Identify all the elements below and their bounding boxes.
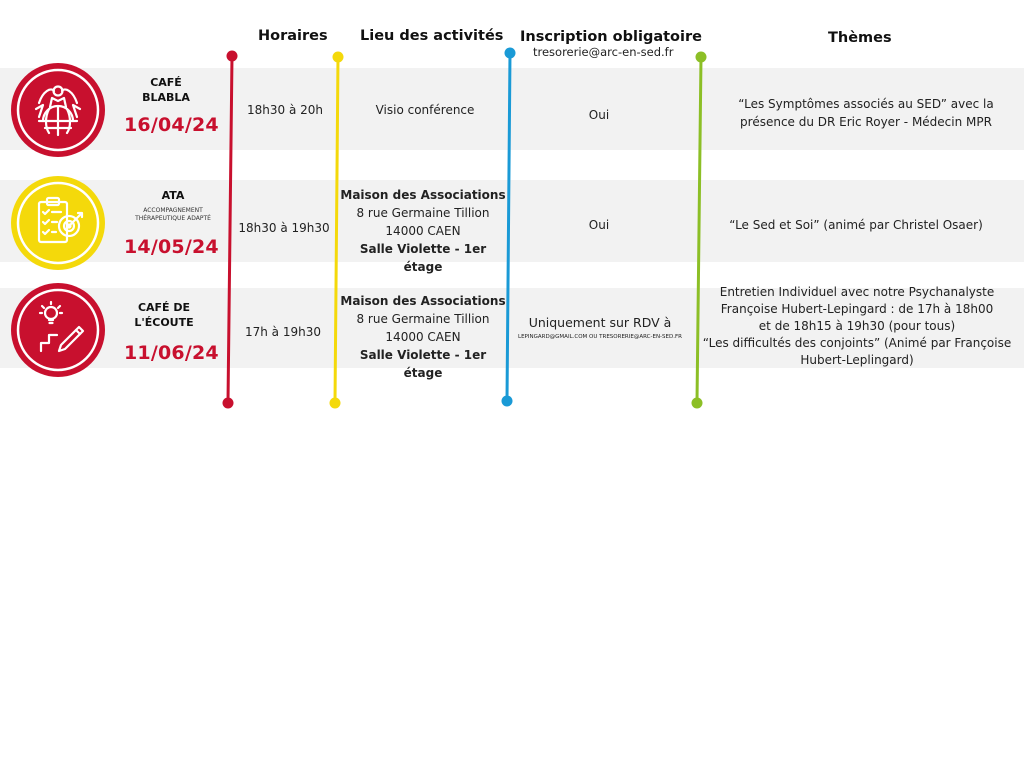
row2-lieu-line4: Salle Violette - 1er étage bbox=[359, 242, 487, 274]
row3-lieu bbox=[340, 292, 506, 382]
row2-subtitle-line2: THÉRAPEUTIQUE ADAPTÉ bbox=[135, 215, 211, 222]
row3-inscription-text: Uniquement sur RDV à bbox=[528, 315, 672, 330]
timeline-dot-blue-bottom bbox=[502, 396, 513, 407]
checklist-target-icon bbox=[9, 174, 107, 272]
row2-horaire: 18h30 à 19h30 bbox=[238, 221, 330, 235]
timeline-dot-blue-top bbox=[505, 48, 516, 59]
header-inscription-email: tresorerie@arc-en-sed.fr bbox=[533, 45, 674, 59]
lightbulb-pencil-icon bbox=[9, 281, 107, 379]
row1-theme bbox=[708, 95, 1024, 131]
row3-theme-line1: Entretien Individuel avec notre Psychanalyste bbox=[719, 285, 995, 299]
row2-subtitle bbox=[118, 207, 228, 223]
row1-date: 16/04/24 bbox=[124, 114, 219, 136]
row3-theme bbox=[702, 284, 1012, 369]
header-inscription: Inscription obligatoire bbox=[520, 29, 702, 45]
timeline-dot-yellow-top bbox=[333, 52, 344, 63]
timeline-dot-red-top bbox=[227, 51, 238, 62]
row2-lieu bbox=[340, 186, 506, 276]
timeline-dot-red-bottom bbox=[223, 398, 234, 409]
timeline-dot-green-bottom bbox=[692, 398, 703, 409]
row3-inscription bbox=[510, 314, 690, 342]
row2-subtitle-line1: ACCOMPAGNEMENT bbox=[143, 207, 203, 214]
header-themes: Thèmes bbox=[828, 30, 892, 46]
row2-lieu-line2: 8 rue Germaine Tillion bbox=[356, 206, 490, 220]
row1-theme-line2: présence du DR Eric Royer - Médecin MPR bbox=[740, 115, 992, 129]
timeline-dot-yellow-bottom bbox=[330, 398, 341, 409]
row3-inscription-contact: LEPINGARD@GMAIL.COM OU TRESORERIE@ARC-EN-SED.FR bbox=[518, 334, 682, 340]
row3-lieu-line4: Salle Violette - 1er étage bbox=[359, 348, 487, 380]
row3-title-line2: L'ÉCOUTE bbox=[134, 316, 194, 329]
row2-title: ATA bbox=[161, 189, 185, 202]
row3-theme-line3: et de 18h15 à 19h30 (pour tous) bbox=[758, 319, 956, 333]
timeline-dot-green-top bbox=[696, 52, 707, 63]
row3-theme-line4: “Les difficultés des conjoints” (Animé par Françoise bbox=[702, 336, 1012, 350]
row1-horaire: 18h30 à 20h bbox=[246, 103, 323, 117]
row1-title-line2: BLABLA bbox=[142, 91, 190, 104]
row3-theme-line5: Hubert-Leplingard) bbox=[800, 353, 914, 367]
header-horaires: Horaires bbox=[258, 28, 328, 44]
row1-title bbox=[118, 75, 214, 105]
row3-title bbox=[118, 300, 210, 330]
row3-lieu-line2: 8 rue Germaine Tillion bbox=[356, 312, 490, 326]
row3-title-line1: CAFÉ DE bbox=[137, 301, 191, 314]
row1-inscription: Oui bbox=[588, 108, 610, 122]
timeline-line-blue bbox=[507, 53, 510, 400]
row2-theme: “Le Sed et Soi” (animé par Christel Osaer) bbox=[729, 218, 983, 232]
row3-lieu-line3: 14000 CAEN bbox=[385, 330, 461, 344]
timeline-line-green bbox=[697, 57, 701, 402]
row3-date: 11/06/24 bbox=[124, 342, 219, 364]
header-lieu: Lieu des activités bbox=[360, 28, 504, 44]
row1-title-line1: CAFÉ bbox=[150, 76, 182, 89]
row3-lieu-line1: Maison des Associations bbox=[340, 294, 506, 308]
row1-theme-line1: “Les Symptômes associés au SED” avec la bbox=[738, 97, 994, 111]
row1-lieu: Visio conférence bbox=[375, 103, 475, 117]
row2-lieu-line3: 14000 CAEN bbox=[385, 224, 461, 238]
row2-lieu-line1: Maison des Associations bbox=[340, 188, 506, 202]
row2-date: 14/05/24 bbox=[124, 236, 219, 258]
row3-horaire: 17h à 19h30 bbox=[244, 325, 321, 339]
row3-theme-line2: Françoise Hubert-Lepingard : de 17h à 18h00 bbox=[720, 302, 994, 316]
globe-people-icon bbox=[9, 61, 107, 159]
row2-inscription: Oui bbox=[588, 218, 610, 232]
